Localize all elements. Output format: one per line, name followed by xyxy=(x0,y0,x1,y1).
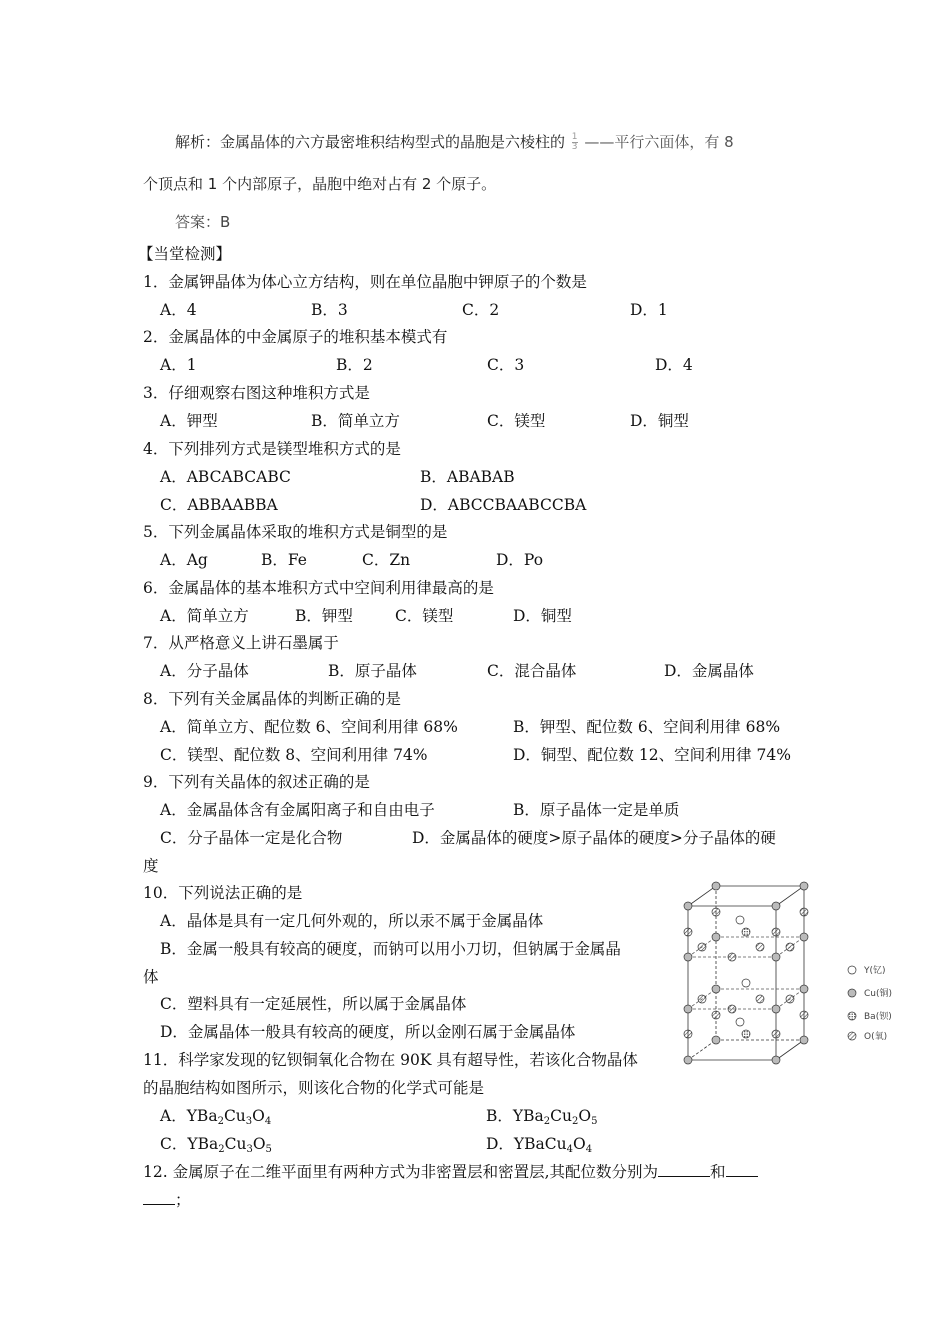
question-12-stem xyxy=(143,1162,758,1182)
legend-cu: Cu(铜) xyxy=(864,989,893,999)
option-d: D．铜型、配位数 12、空间利用律 74% xyxy=(513,746,791,764)
fraction xyxy=(572,133,578,152)
question-11-stem-cont: 的晶胞结构如图所示，则该化合物的化学式可能是 xyxy=(143,1079,485,1097)
option-c: C．混合晶体 xyxy=(487,662,577,680)
option-a: A．1 xyxy=(160,356,197,374)
question-7-stem: 7．从严格意义上讲石墨属于 xyxy=(143,634,339,652)
legend xyxy=(848,964,892,1042)
option-b: B．Fe xyxy=(261,551,307,569)
legend-o: O(氧) xyxy=(864,1032,888,1042)
question-6-stem: 6．金属晶体的基本堆积方式中空间利用律最高的是 xyxy=(143,579,494,597)
option-a: A．简单立方 xyxy=(160,607,249,625)
question-10-stem: 10．下列说法正确的是 xyxy=(143,884,303,902)
question-12-text: 12. 金属原子在二维平面里有两种方式为非密置层和密置层,其配位数分别为 xyxy=(143,1163,659,1181)
option-c: C．镁型 xyxy=(487,412,546,430)
option-d: D．铜型 xyxy=(630,412,689,430)
option-b: B．ABABAB xyxy=(420,468,515,486)
legend-ba: Ba(钡) xyxy=(864,1012,892,1022)
option-d: D．金属晶体的硬度>原子晶体的硬度>分子晶体的硬 xyxy=(412,829,776,847)
option-c: C．ABBAABBA xyxy=(160,496,278,514)
crystal-cell-diagram xyxy=(676,878,916,1068)
option-a: A．钾型 xyxy=(160,412,218,430)
option-d: D．金属晶体 xyxy=(664,662,754,680)
option-b: B．3 xyxy=(311,301,348,319)
option-a: A．$YBa_2Cu_3O_4$ xyxy=(160,1107,272,1127)
answer-blank-1 xyxy=(658,1162,710,1177)
option-a: A．4 xyxy=(160,301,197,319)
option-d: D．ABCCBAABCCBA xyxy=(420,496,587,514)
option-c: C．3 xyxy=(487,356,525,374)
question-10-option-b: B．金属一般具有较高的硬度，而钠可以用小刀切，但钠属于金属晶 xyxy=(160,940,621,958)
question-10-option-d: D．金属晶体一般具有较高的硬度，所以金刚石属于金属晶体 xyxy=(160,1023,576,1041)
question-1-stem: 1．金属钾晶体为体心立方结构，则在单位晶胞中钾原子的个数是 xyxy=(143,273,587,291)
option-a: A．Ag xyxy=(160,551,208,569)
question-11-stem: 11．科学家发现的钇钡铜氧化合物在 90K 具有超导性，若该化合物晶体 xyxy=(143,1051,638,1069)
question-8-stem: 8．下列有关金属晶体的判断正确的是 xyxy=(143,690,401,708)
question-9-option-d-wrap: 度 xyxy=(143,857,159,875)
legend-y: Y(钇) xyxy=(864,966,886,976)
question-9-stem: 9．下列有关晶体的叙述正确的是 xyxy=(143,773,370,791)
question-10-option-a: A．晶体是具有一定几何外观的，所以汞不属于金属晶体 xyxy=(160,912,544,930)
option-b: B．2 xyxy=(336,356,373,374)
analysis-text-tail: ——平行六面体，有 8 xyxy=(584,133,734,151)
option-c: C．$YBa_2Cu_3O_5$ xyxy=(160,1135,272,1155)
analysis-text: 解析：金属晶体的六方最密堆积结构型式的晶胞是六棱柱的 xyxy=(175,133,566,151)
option-d: D．4 xyxy=(655,356,693,374)
question-12-and: 和 xyxy=(710,1163,726,1181)
question-5-stem: 5．下列金属晶体采取的堆积方式是铜型的是 xyxy=(143,523,448,541)
question-3-stem: 3．仔细观察右图这种堆积方式是 xyxy=(143,384,370,402)
option-d: D．Po xyxy=(496,551,544,569)
question-10-option-b-wrap: 体 xyxy=(143,968,159,986)
question-12-cont xyxy=(143,1190,191,1210)
question-2-stem: 2．金属晶体的中金属原子的堆积基本模式有 xyxy=(143,328,448,346)
option-b: B．原子晶体 xyxy=(328,662,417,680)
answer-line: 答案：B xyxy=(175,213,231,231)
option-b: B．钾型、配位数 6、空间利用律 68% xyxy=(513,718,781,736)
option-d: D．铜型 xyxy=(513,607,572,625)
option-c: C．镁型 xyxy=(395,607,454,625)
fraction-numerator: 1 xyxy=(571,132,578,142)
analysis-line-1 xyxy=(175,132,734,152)
question-10-option-c: C．塑料具有一定延展性，所以属于金属晶体 xyxy=(160,995,467,1013)
option-c: C．镁型、配位数 8、空间利用律 74% xyxy=(160,746,428,764)
option-a: A．简单立方、配位数 6、空间利用律 68% xyxy=(160,718,458,736)
option-b: B．钾型 xyxy=(295,607,353,625)
option-b: B．简单立方 xyxy=(311,412,400,430)
option-a: A．ABCABCABC xyxy=(160,468,291,486)
option-c: C．分子晶体一定是化合物 xyxy=(160,829,343,847)
option-d: D．$YBaCu_4O_4$ xyxy=(486,1135,593,1155)
section-title: 【当堂检测】 xyxy=(138,245,232,263)
answer-blank-2b xyxy=(143,1190,175,1205)
answer-blank-2a xyxy=(726,1162,758,1177)
option-a: A．分子晶体 xyxy=(160,662,249,680)
question-4-stem: 4．下列排列方式是镁型堆积方式的是 xyxy=(143,440,401,458)
option-d: D．1 xyxy=(630,301,668,319)
option-b: B．原子晶体一定是单质 xyxy=(513,801,680,819)
option-c: C．Zn xyxy=(362,551,411,569)
fraction-denominator: 3 xyxy=(571,142,578,152)
question-12-end: ； xyxy=(175,1191,191,1209)
analysis-line-2: 个顶点和 1 个内部原子，晶胞中绝对占有 2 个原子。 xyxy=(143,175,497,193)
option-a: A．金属晶体含有金属阳离子和自由电子 xyxy=(160,801,435,819)
option-c: C．2 xyxy=(462,301,500,319)
option-b: B．$YBa_2Cu_2O_5$ xyxy=(486,1107,598,1127)
